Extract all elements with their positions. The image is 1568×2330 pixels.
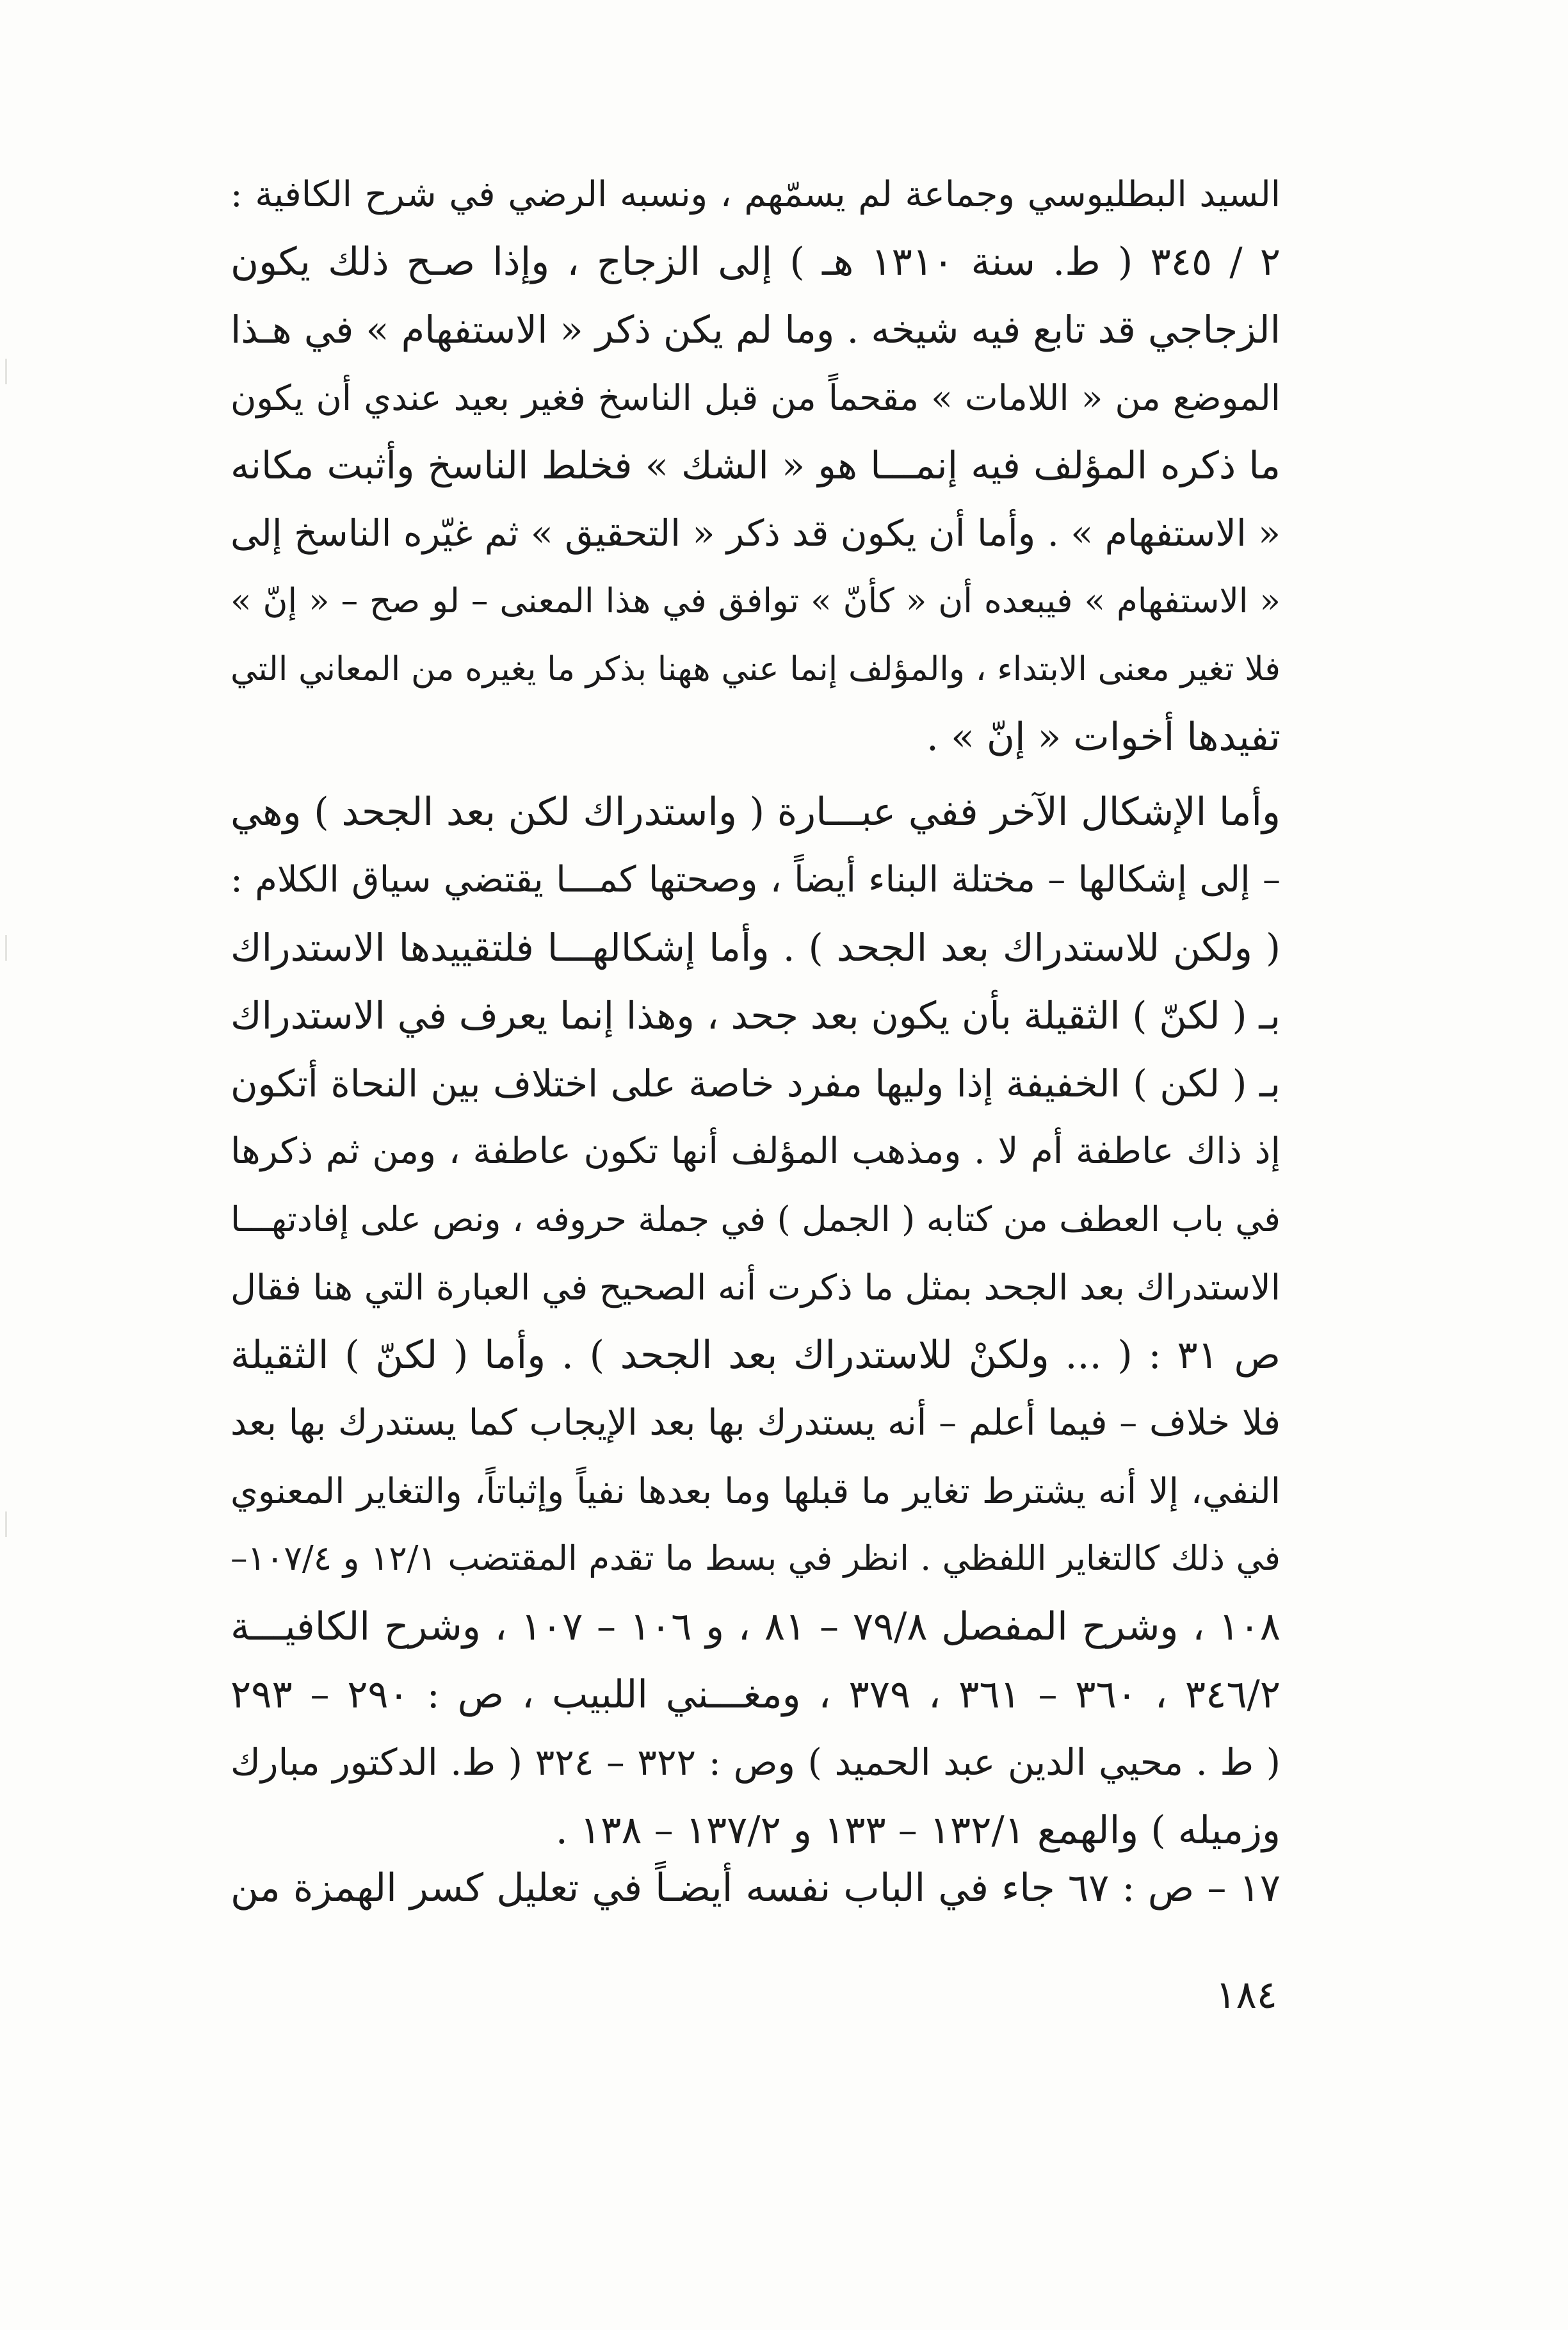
scan-margin-mark bbox=[5, 1511, 7, 1537]
text-line: تفيدها أخوات « إنّ » . bbox=[926, 715, 1281, 760]
text-line: « الاستفهام » فيبعده أن « كأنّ » توافق في هذا المعنى – لو صح – « إنّ » bbox=[230, 582, 1281, 621]
paragraph-2 bbox=[230, 778, 1281, 1864]
page-number: ١٨٤ bbox=[1215, 1973, 1277, 2017]
text-line: في باب العطف من كتابه ( الجمل ) في جملة حروفه ، ونص على إفادتهـــا bbox=[230, 1199, 1281, 1239]
text-line: ١٧ – ص : ٦٧ جاء في الباب نفسه أيضـاً في تعليل كسر الهمزة من bbox=[230, 1866, 1281, 1910]
text-line: ( ط . محيي الدين عبد الحميد ) وص : ٣٢٢ – ٣٢٤ ( ط. الدكتور مبارك bbox=[230, 1741, 1281, 1784]
paragraph-3 bbox=[230, 1854, 1281, 1922]
text-line: الزجاجي قد تابع فيه شيخه . وما لم يكن ذكر « الاستفهام » في هـذا bbox=[230, 307, 1281, 352]
text-line: ٢ / ٣٤٥ ( ط. سنة ١٣١٠ هـ ) إلى الزجاج ، وإذا صـح ذلك يكون bbox=[230, 240, 1281, 284]
text-line: فلا خلاف – فيما أعلم – أنه يستدرك بها بعد الإيجاب كما يستدرك بها بعد bbox=[230, 1402, 1281, 1444]
text-line: ما ذكره المؤلف فيه إنمـــا هو « الشك » فخلط الناسخ وأثبت مكانه bbox=[230, 443, 1281, 487]
text-line: ( ولكن للاستدراك بعد الجحد ) . وأما إشكالهـــا فلتقييدها الاستدراك bbox=[230, 925, 1281, 970]
text-line: ١٠٨ ، وشرح المفصل ٧٩/٨ – ٨١ ، و ١٠٦ – ١٠٧ ، وشرح الكافيـــة bbox=[230, 1604, 1281, 1649]
scan-margin-mark bbox=[5, 935, 7, 961]
text-line: وأما الإشكال الآخر ففي عبـــارة ( واستدراك لكن بعد الجحد ) وهي bbox=[230, 790, 1281, 835]
text-line: ٣٤٦/٢ ، ٣٦٠ – ٣٦١ ، ٣٧٩ ، ومغـــني اللبيب ، ص : ٢٩٠ – ٢٩٣ bbox=[230, 1672, 1281, 1717]
text-line: السيد البطليوسي وجماعة لم يسمّهم ، ونسبه الرضي في شرح الكافية : bbox=[230, 174, 1281, 215]
text-line: الاستدراك بعد الجحد بمثل ما ذكرت أنه الصحيح في العبارة التي هنا فقال bbox=[230, 1267, 1281, 1308]
text-line: – إلى إشكالها – مختلة البناء أيضاً ، وصحتها كمـــا يقتضي سياق الكلام : bbox=[230, 859, 1281, 900]
scan-margin-mark bbox=[5, 359, 7, 384]
text-line: في ذلك كالتغاير اللفظي . انظر في بسط ما تقدم المقتضب ١٢/١ و ١٠٧/٤– bbox=[230, 1539, 1281, 1578]
text-line: بـ ( لكنّ ) الثقيلة بأن يكون بعد جحد ، وهذا إنما يعرف في الاستدراك bbox=[230, 993, 1281, 1038]
text-line: إذ ذاك عاطفة أم لا . ومذهب المؤلف أنها تكون عاطفة ، ومن ثم ذكرها bbox=[230, 1130, 1281, 1172]
text-line: النفي، إلا أنه يشترط تغاير ما قبلها وما بعدها نفياً وإثباتاً، والتغاير المعنوي bbox=[230, 1471, 1281, 1511]
text-line: ص ٣١ : ( ... ولكنْ للاستدراك بعد الجحد ) . وأما ( لكنّ ) الثقيلة bbox=[230, 1333, 1281, 1378]
paragraph-1 bbox=[230, 160, 1281, 771]
text-line: بـ ( لكن ) الخفيفة إذا وليها مفرد خاصة على اختلاف بين النحاة أتكون bbox=[230, 1062, 1281, 1105]
text-line: وزميله ) والهمع ١٣٢/١ – ١٣٣ و ١٣٧/٢ – ١٣٨ . bbox=[555, 1808, 1281, 1853]
text-line: فلا تغير معنى الابتداء ، والمؤلف إنما عني ههنا بذكر ما يغيره من المعاني التي bbox=[230, 650, 1281, 688]
text-line: الموضع من « اللامات » مقحماً من قبل الناسخ فغير بعيد عندي أن يكون bbox=[230, 377, 1281, 418]
text-line: « الاستفهام » . وأما أن يكون قد ذكر « التحقيق » ثم غيّره الناسخ إلى bbox=[230, 512, 1281, 555]
